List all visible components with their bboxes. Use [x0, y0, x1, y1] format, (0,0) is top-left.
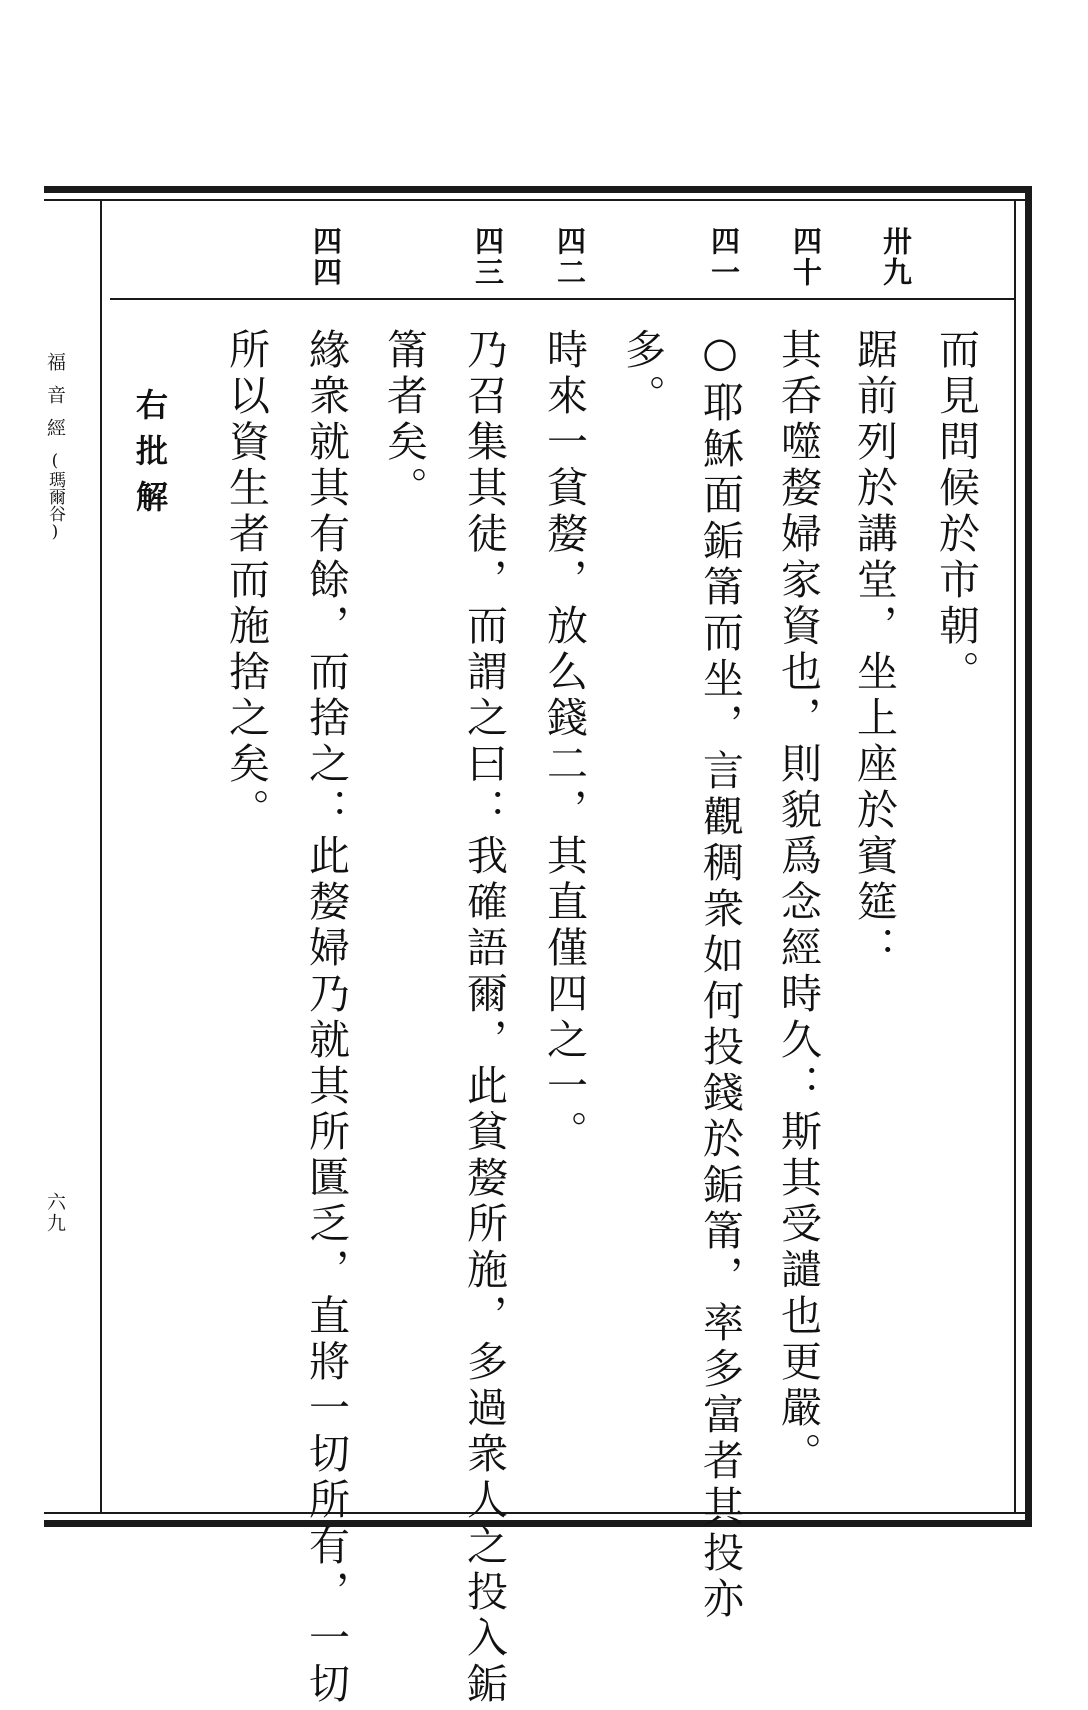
text-column: 緣衆就其有餘，而捨之：此嫠婦乃就其所匱乏，直將一切所有，一切 [302, 328, 350, 1708]
book-title: 福音經 [44, 352, 66, 451]
book-subtitle: (瑪爾谷) [45, 451, 65, 542]
right-border-thick [1025, 186, 1032, 1527]
text-column: 時來一貧嫠，放么錢二，其直僅四之一。 [540, 328, 588, 1156]
page-number: 六九 [44, 1192, 66, 1234]
top-border-thin [44, 199, 1032, 201]
text-column: 所以資生者而施捨之矣。 [222, 328, 270, 834]
text-column: 筩者矣。 [380, 328, 428, 512]
text-column: 而見問候於市朝。 [932, 328, 980, 696]
verse-number: 四二 [553, 226, 587, 288]
bottom-border-thick [44, 1520, 1032, 1527]
running-title [44, 352, 66, 542]
verse-number-separator [110, 298, 1014, 300]
verse-number: 卅九 [879, 226, 913, 288]
left-border [100, 199, 102, 1514]
verse-number: 四十 [789, 226, 823, 288]
verse-number: 四一 [707, 226, 741, 288]
verse-number: 四四 [309, 226, 343, 288]
top-border-thick [44, 186, 1032, 193]
text-column: 乃召集其徒，而謂之曰：我確語爾，此貧嫠所施，多過衆人之投入銗 [460, 328, 508, 1708]
commentary-note: 右批解 [131, 388, 169, 526]
text-column: 多。 [618, 328, 666, 420]
text-column: ○耶穌面銗筩而坐，言觀稠衆如何投錢於銗筩，率多富者其投亦 [696, 328, 744, 1623]
right-border-thin [1014, 199, 1016, 1514]
text-column: 踞前列於講堂，坐上座於賓筵： [850, 328, 898, 972]
verse-number: 四三 [471, 226, 505, 288]
text-column: 其呑噬嫠婦家資也，則貌爲念經時久：斯其受譴也更嚴。 [774, 328, 822, 1478]
bottom-border-thin [44, 1512, 1032, 1514]
